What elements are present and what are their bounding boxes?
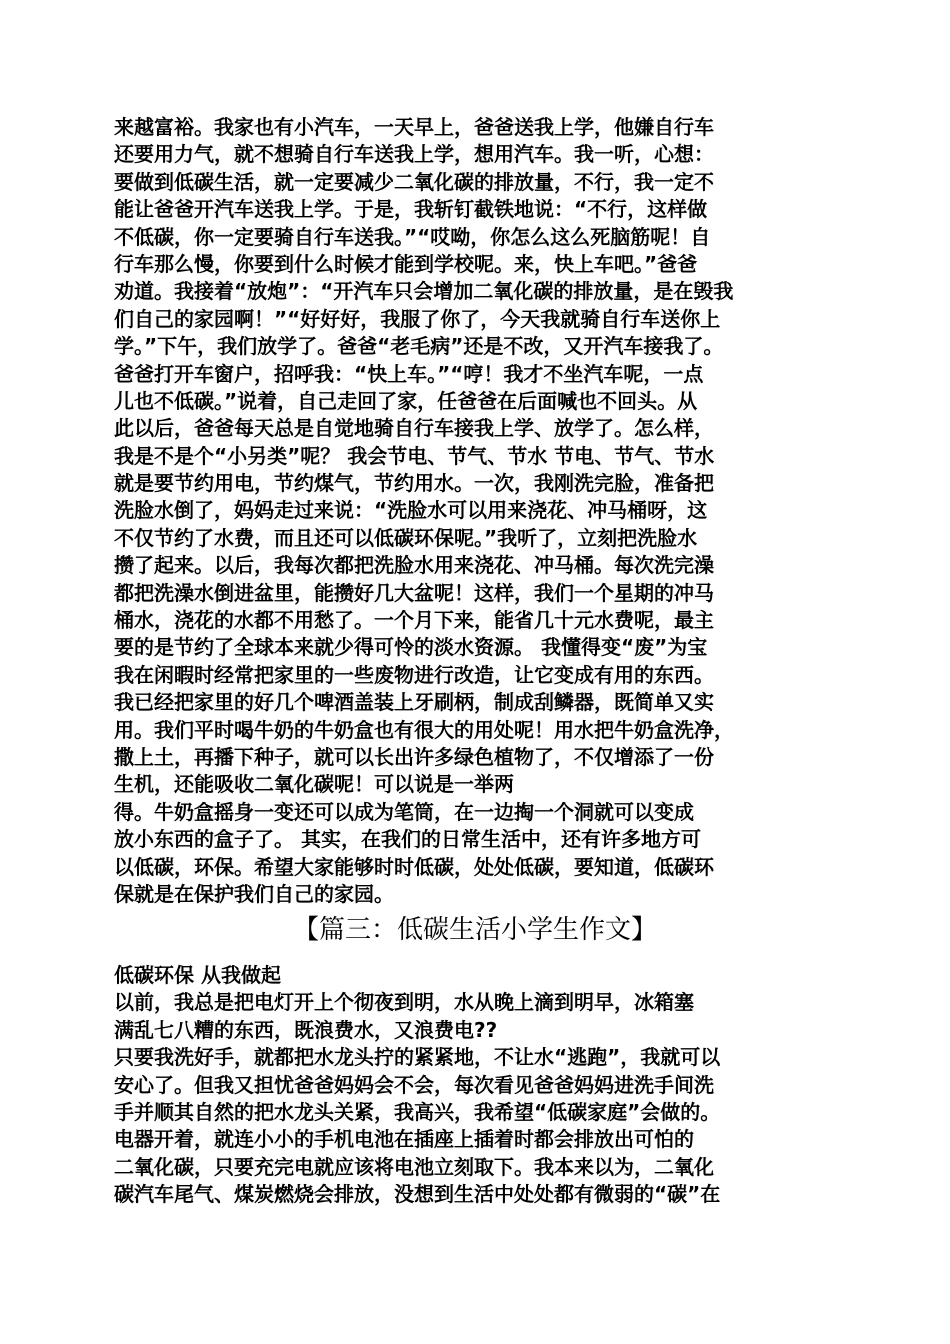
text-line: 要的是节约了全球本来就少得可怜的淡水资源。 我懂得变“废”为宝 [114, 635, 708, 660]
text-line: 此以后，爸爸每天总是自觉地骑自行车接我上学、放学了。怎么样， [114, 416, 714, 441]
text-line: 洗脸水倒了，妈妈走过来说：“洗脸水可以用来浇花、冲马桶呀，这 [114, 498, 708, 523]
text-line: 撒上土，再播下种子，就可以长出许多绿色植物了，不仅增添了一份 [114, 744, 714, 769]
text-line: 攒了起来。以后，我每次都把洗脸水用来浇花、冲马桶。每次洗完澡 [114, 553, 714, 578]
text-line: 儿也不低碳。”说着，自己走回了家，任爸爸在后面喊也不回头。从 [114, 388, 698, 413]
text-line: 以低碳，环保。希望大家能够时时低碳，处处低碳，要知道，低碳环 [114, 854, 714, 879]
text-line: 还要用力气，就不想骑自行车送我上学，想用汽车。我一听，心想： [114, 142, 714, 167]
essay-part-two [114, 962, 844, 1209]
text-line: 就是要节约用电，节约煤气，节约用水。一次，我刚洗完脸，准备把 [114, 471, 714, 496]
text-line: 劝道。我接着“放炮”：“开汽车只会增加二氧化碳的排放量，是在毁我 [114, 279, 734, 304]
text-line: 只要我洗好手，就都把水龙头拧的紧紧地，不让水“逃跑”，我就可以 [114, 1045, 721, 1070]
text-line: 来越富裕。我家也有小汽车，一天早上，爸爸送我上学，他嫌自行车 [114, 115, 714, 139]
text-line: 用。我们平时喝牛奶的牛奶盒也有很大的用处呢！用水把牛奶盒洗净， [114, 717, 734, 742]
text-line: 行车那么慢，你要到什么时候才能到学校呢。来，快上车吧。”爸爸 [114, 251, 698, 276]
essay-subtitle: 低碳环保 从我做起 [114, 963, 281, 987]
text-line: 学。”下午，我们放学了。爸爸“老毛病”还是不改，又开汽车接我了。 [114, 334, 724, 359]
text-line: 电器开着，就连小小的手机电池在插座上插着时都会排放出可怕的 [114, 1127, 694, 1152]
text-line: 要做到低碳生活，就一定要减少二氧化碳的排放量，不行，我一定不 [114, 169, 714, 194]
text-line: 们自己的家园啊！”“好好好，我服了你了，今天我就骑自行车送你上 [114, 306, 721, 331]
text-line: 不仅节约了水费，而且还可以低碳环保呢。”我听了，立刻把洗脸水 [114, 525, 698, 550]
text-line: 放小东西的盒子了。 其实，在我们的日常生活中，还有许多地方可 [114, 827, 701, 852]
text-line: 爸爸打开车窗户，招呼我：“快上车。”“哼！我才不坐汽车呢，一点 [114, 361, 704, 386]
text-line: 我在闲暇时经常把家里的一些废物进行改造，让它变成有用的东西。 [114, 662, 714, 687]
text-line: 得。牛奶盒摇身一变还可以成为笔筒，在一边掏一个洞就可以变成 [114, 799, 694, 824]
text-line: 保就是在保护我们自己的家园。 [114, 881, 394, 906]
text-line: 我是不是个“小另类”呢？ 我会节电、节气、节水 节电、节气、节水 [114, 443, 715, 468]
text-line: 我已经把家里的好几个啤酒盖装上牙刷柄，制成刮鳞器，既简单又实 [114, 690, 714, 715]
text-line: 安心了。但我又担忧爸爸妈妈会不会，每次看见爸爸妈妈进洗手间洗 [114, 1072, 714, 1097]
text-line: 能让爸爸开汽车送我上学。于是，我斩钉截铁地说：“不行，这样做 [114, 197, 708, 222]
text-line: 生机，还能吸收二氧化碳呢！可以说是一举两 [114, 772, 514, 797]
text-line: 以前，我总是把电灯开上个彻夜到明，水从晚上滴到明早，冰箱塞 [114, 990, 694, 1015]
text-line: 桶水，浇花的水都不用愁了。一个月下来，能省几十元水费呢，最主 [114, 608, 714, 633]
essay-part-one [114, 114, 844, 908]
text-line: 碳汽车尾气、煤炭燃烧会排放，没想到生活中处处都有微弱的“碳”在 [114, 1182, 721, 1207]
text-line: 都把洗澡水倒进盆里，能攒好几大盆呢！这样，我们一个星期的冲马 [114, 580, 714, 605]
text-line: 不低碳，你一定要骑自行车送我。”“哎呦，你怎么这么死脑筋呢！自 [114, 224, 711, 249]
section-heading: 【篇三：低碳生活小学生作文】 [292, 915, 657, 945]
text-line: 手并顺其自然的把水龙头关紧，我高兴，我希望“低碳家庭”会做的。 [114, 1099, 721, 1124]
text-line: 满乱七八糟的东西，既浪费水，又浪费电?? [114, 1017, 498, 1042]
text-line: 二氧化碳，只要充完电就应该将电池立刻取下。我本来以为，二氧化 [114, 1154, 714, 1179]
